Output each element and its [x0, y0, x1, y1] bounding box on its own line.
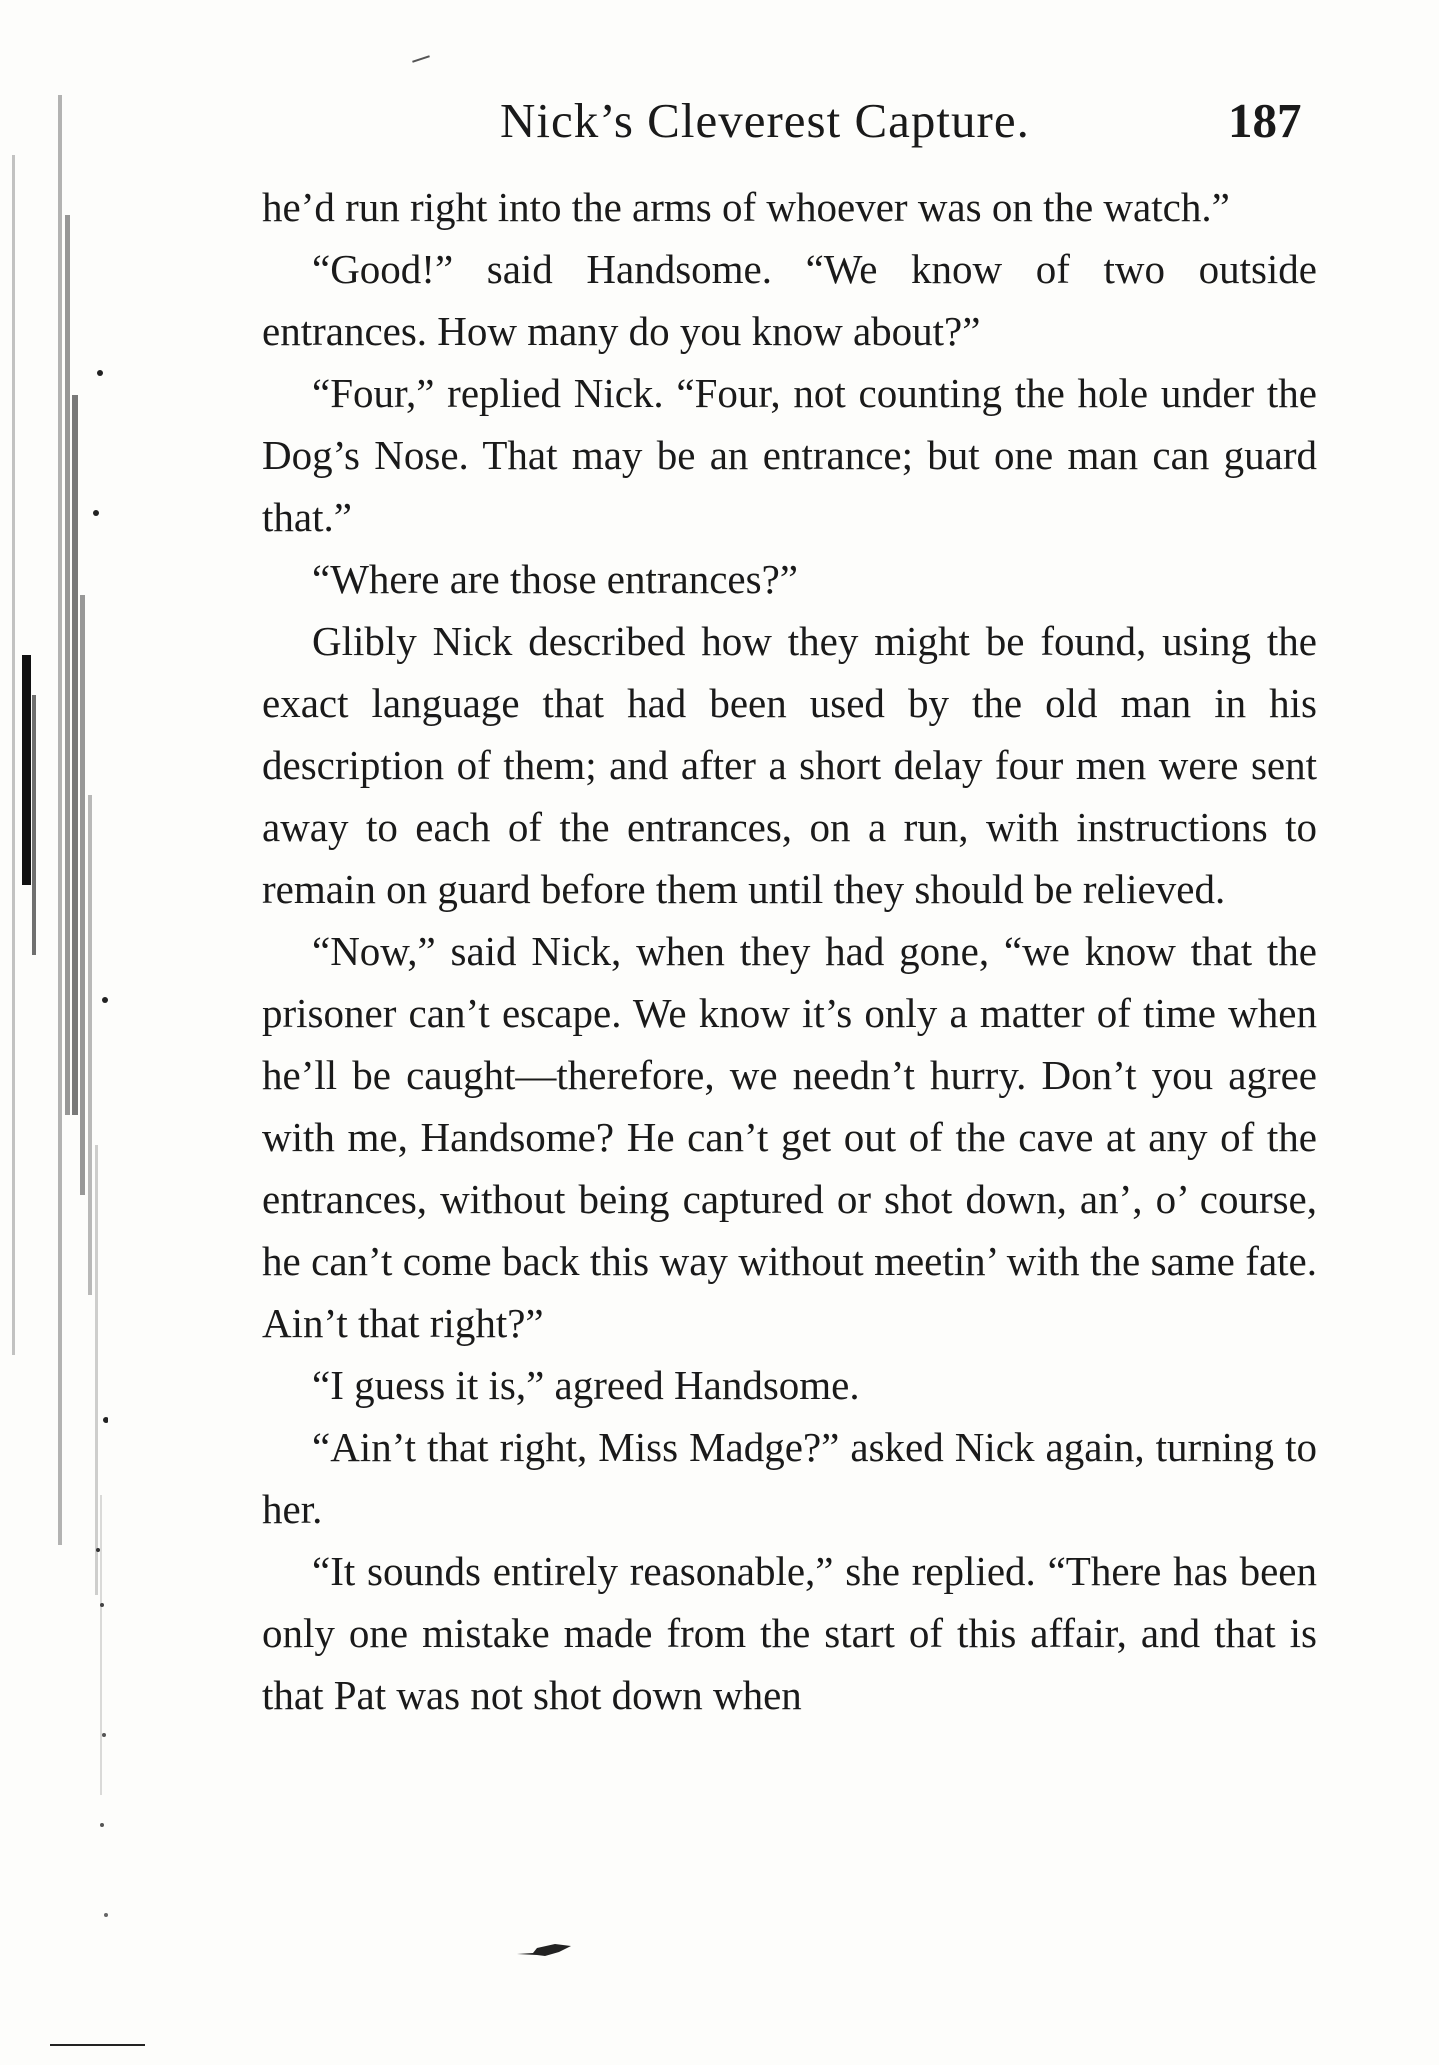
scan-binding-edge — [10, 95, 108, 1995]
paragraph: “Where are those entrances?” — [312, 556, 798, 602]
stray-mark — [412, 55, 430, 62]
paragraph: “Four,” replied Nick. “Four, not counting the hole under the Dog’s Nose. That may be an entrance; but one man can guard that.” — [262, 370, 1317, 540]
page-number: 187 — [1228, 93, 1302, 148]
body-text — [262, 176, 1317, 1726]
paragraph: “I guess it is,” agreed Handsome. — [312, 1362, 860, 1408]
footer-rule — [50, 2044, 145, 2046]
paragraph: “It sounds entirely reasonable,” she replied. “There has been only one mistake made from the start of this affair, and that is that Pat was not shot down when — [262, 1548, 1317, 1718]
paragraph: “Ain’t that right, Miss Madge?” asked Nick again, turning to her. — [262, 1424, 1317, 1532]
paragraph: “Now,” said Nick, when they had gone, “we know that the prisoner can’t escape. We know it’s only a matter of time when he’ll be caught—therefore, we needn’t hurry. Don’t you agree with me, Handsome? He can’t get out of the cave at any of the entrances, without being captured or shot down, an’, o’ course, he can’t come back this way without meetin’ with the same fate. Ain’t that right?” — [262, 928, 1317, 1346]
paragraph: he’d run right into the arms of whoever was on the watch.” — [262, 184, 1230, 230]
paragraph: Glibly Nick described how they might be found, using the exact language that had been used by the old man in his description of them; and after a short delay four men were sent away to each of the entrances, on a run, with instructions to remain on guard before them until they should be relieved. — [262, 618, 1317, 912]
paragraph: “Good!” said Handsome. “We know of two outside entrances. How many do you know about?” — [262, 246, 1317, 354]
printer-ornament-icon — [515, 1938, 575, 1962]
running-title: Nick’s Cleverest Capture. — [500, 93, 1030, 148]
